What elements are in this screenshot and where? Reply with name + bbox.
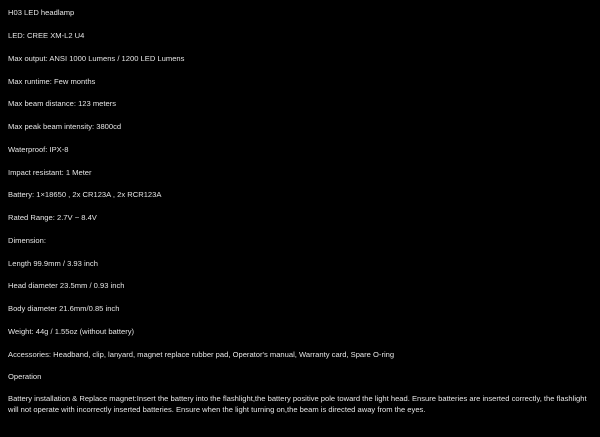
spec-led: LED: CREE XM-L2 U4: [8, 31, 85, 40]
spec-dimension-heading: Dimension:: [8, 236, 46, 245]
operation-heading: Operation: [8, 372, 42, 381]
spec-waterproof: Waterproof: IPX-8: [8, 145, 69, 154]
spec-head-diameter: Head diameter 23.5mm / 0.93 inch: [8, 281, 125, 290]
spec-impact-resistant: Impact resistant: 1 Meter: [8, 168, 92, 177]
spec-max-beam-distance: Max beam distance: 123 meters: [8, 99, 117, 108]
spec-accessories: Accessories: Headband, clip, lanyard, magnet replace rubber pad, Operator's manual, Warranty card, Spare O-ring: [8, 350, 395, 359]
spec-weight: Weight: 44g / 1.55oz (without battery): [8, 327, 135, 336]
spec-peak-beam-intensity: Max peak beam intensity: 3800cd: [8, 122, 122, 131]
spec-battery: Battery: 1×18650 , 2x CR123A , 2x RCR123A: [8, 190, 162, 199]
spec-body-diameter: Body diameter 21.6mm/0.85 inch: [8, 304, 120, 313]
battery-installation-paragraph: Battery installation & Replace magnet:Insert the battery into the flashlight,the battery positive pole toward the light head. Ensure batteries are inserted correctly, the flashlight will not operate with incorrectly inserted batteries. Ensure when the light turning on,the beam is directed away from the eyes.: [8, 394, 587, 414]
product-title: H03 LED headlamp: [8, 8, 75, 17]
spec-length: Length 99.9mm / 3.93 inch: [8, 259, 98, 268]
spec-max-output: Max output: ANSI 1000 Lumens / 1200 LED Lumens: [8, 54, 185, 63]
spec-rated-range: Rated Range: 2.7V ~ 8.4V: [8, 213, 97, 222]
spec-max-runtime: Max runtime: Few months: [8, 77, 96, 86]
